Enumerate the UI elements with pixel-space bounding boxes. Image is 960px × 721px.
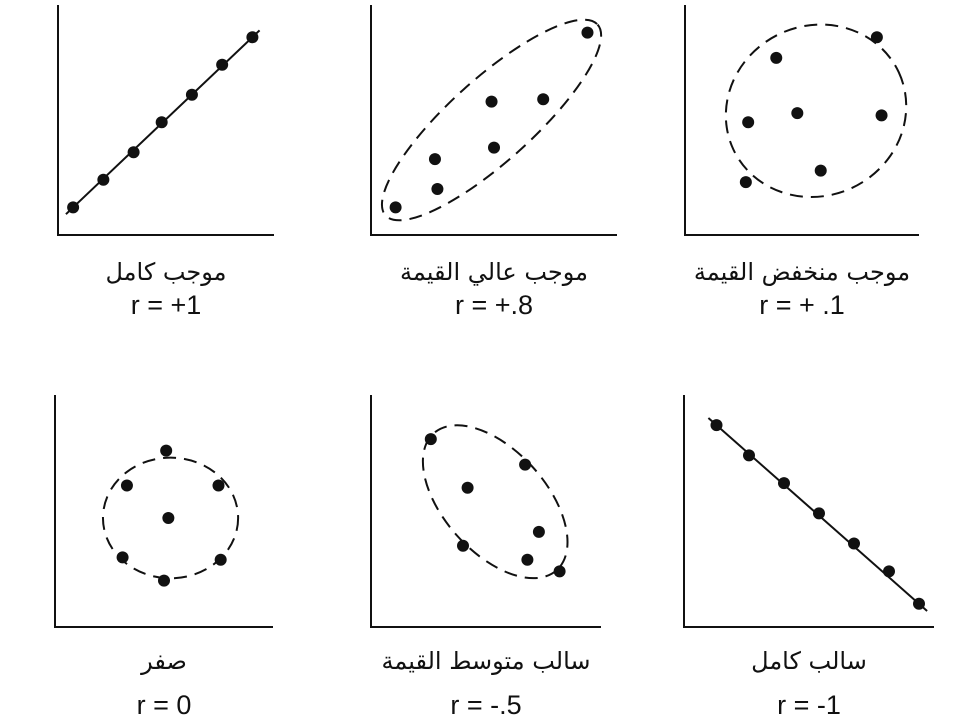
data-point-2 [117, 551, 129, 563]
data-point-3 [215, 554, 227, 566]
data-point-2 [743, 449, 755, 461]
scatter-plot-5 [325, 360, 625, 640]
correlation-label: صفر [141, 647, 187, 675]
panel-1 [10, 0, 310, 360]
data-point-1 [158, 575, 170, 587]
data-point-5 [876, 109, 888, 121]
data-point-4 [813, 507, 825, 519]
correlation-label: موجب كامل [105, 258, 227, 286]
data-point-5 [533, 526, 545, 538]
data-point-5 [848, 537, 860, 549]
data-point-6 [770, 52, 782, 64]
correlation-label: موجب منخفض القيمة [693, 258, 911, 286]
data-point-3 [429, 153, 441, 165]
data-point-7 [160, 445, 172, 457]
correlation-label: موجب عالي القيمة [400, 258, 588, 286]
data-point-7 [913, 598, 925, 610]
axes [371, 395, 601, 627]
panel-5 [325, 360, 625, 720]
data-point-5 [121, 479, 133, 491]
scatter-plot-4 [10, 360, 310, 640]
r-value: r = -1 [777, 690, 841, 720]
r-value: r = +.8 [454, 290, 534, 320]
panel-2 [325, 0, 625, 360]
panel-6 [640, 360, 940, 720]
data-point-4 [156, 116, 168, 128]
correlation-label: سالب كامل [751, 647, 867, 675]
data-point-4 [162, 512, 174, 524]
r-value: r = -.5 [450, 690, 522, 720]
data-point-7 [246, 31, 258, 43]
data-point-5 [486, 96, 498, 108]
data-point-3 [778, 477, 790, 489]
axes [371, 5, 617, 235]
data-point-6 [213, 479, 225, 491]
scatter-plot-6 [640, 360, 940, 640]
r-value: r = + .1 [759, 290, 845, 320]
data-point-3 [742, 116, 754, 128]
data-point-3 [128, 146, 140, 158]
data-point-6 [521, 554, 533, 566]
scatter-plot-1 [10, 0, 310, 280]
data-point-5 [186, 89, 198, 101]
scatter-plot-2 [325, 0, 625, 280]
data-point-4 [488, 142, 500, 154]
data-point-1 [425, 433, 437, 445]
data-point-3 [519, 459, 531, 471]
r-value: r = +1 [130, 290, 202, 320]
correlation-label: سالب متوسط القيمة [381, 647, 591, 675]
data-point-2 [462, 482, 474, 494]
panel-4 [10, 360, 310, 720]
dashed-enclosure [697, 0, 934, 226]
data-point-1 [390, 201, 402, 213]
data-point-1 [711, 419, 723, 431]
data-point-7 [871, 31, 883, 43]
axes [55, 395, 273, 627]
data-point-4 [791, 107, 803, 119]
data-point-7 [581, 27, 593, 39]
data-point-6 [883, 565, 895, 577]
data-point-4 [457, 540, 469, 552]
data-point-1 [67, 201, 79, 213]
data-point-2 [431, 183, 443, 195]
panel-3 [640, 0, 940, 360]
data-point-1 [740, 176, 752, 188]
data-point-7 [554, 565, 566, 577]
data-point-6 [537, 93, 549, 105]
data-point-6 [216, 59, 228, 71]
scatter-plot-3 [640, 0, 940, 280]
data-point-2 [815, 165, 827, 177]
r-value: r = 0 [136, 690, 192, 720]
data-point-2 [97, 174, 109, 186]
